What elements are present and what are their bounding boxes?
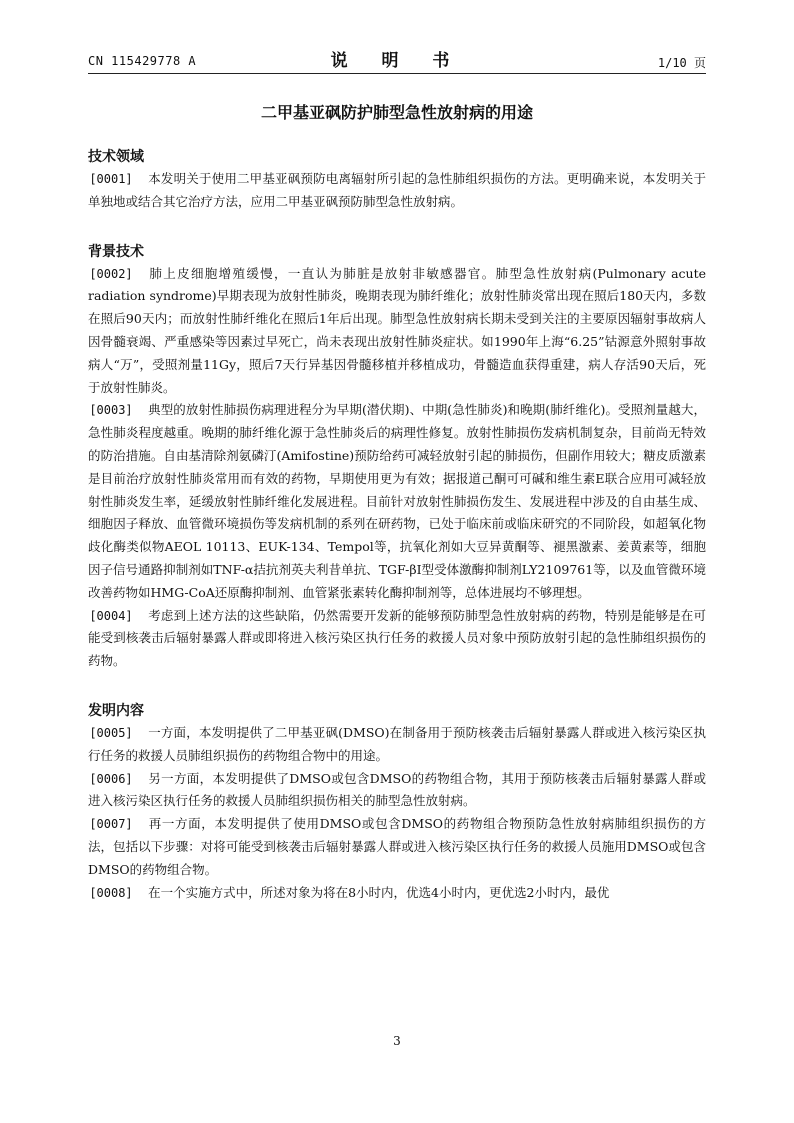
document-body bbox=[88, 146, 706, 904]
paragraph-text: 典型的放射性肺损伤病理进程分为早期(潜伏期)、中期(急性肺炎)和晚期(肺纤维化)。受照剂量越大，急性肺炎程度越重。晚期的肺纤维化源于急性肺炎后的病理性修复。放射性肺损伤发病机制复杂，目前尚无特效的防治措施。自由基清除剂氨磷汀(Amifostine)预防给药可减轻放射引起的肺损伤，但副作用较大；糖皮质激素是目前治疗放射性肺炎常用而有效的药物，早期使用更为有效；据报道己酮可可碱和维生素E联合应用可减轻放射性肺炎发生率，延缓放射性肺纤维化发展进程。目前针对放射性肺损伤发生、发展进程中涉及的自由基生成、细胞因子释放、血管微环境损伤等发病机制的系列在研药物，已处于临床前或临床研究的不同阶段，如超氧化物歧化酶类似物AEOL 10113、EUK-134、Tempol等，抗氧化剂如大豆异黄酮等、褪黑激素、姜黄素等，细胞因子信号通路抑制剂如TNF-α拮抗剂英夫利昔单抗、TGF-βI型受体激酶抑制剂LY2109761等，以及血管微环境改善药物如HMG-CoA还原酶抑制剂、血管紧张素转化酶抑制剂等，总体进展均不够理想。 bbox=[88, 402, 706, 600]
section-heading: 发明内容 bbox=[88, 702, 144, 719]
page-number: 3 bbox=[393, 1034, 401, 1048]
paragraph: [0003] 典型的放射性肺损伤病理进程分为早期(潜伏期)、中期(急性肺炎)和晚期(肺纤维化)。受照剂量越大，急性肺炎程度越重。晚期的肺纤维化源于急性肺炎后的病理性修复。放射性肺损伤发病机制复杂，目前尚无特效的防治措施。自由基清除剂氨磷汀(Amifostine)预防给药可减轻放射引起的肺损伤，但副作用较大；糖皮质激素是目前治疗放射性肺炎常用而有效的药物，早期使用更为有效；据报道己酮可可碱和维生素E联合应用可减轻放射性肺炎发生率，延缓放射性肺纤维化发展进程。目前针对放射性肺损伤发生、发展进程中涉及的自由基生成、细胞因子释放、血管微环境损伤等发病机制的系列在研药物，已处于临床前或临床研究的不同阶段，如超氧化物歧化酶类似物AEOL 10113、EUK-134、Tempol等，抗氧化剂如大豆异黄酮等、褪黑激素、姜黄素等，细胞因子信号通路抑制剂如TNF-α拮抗剂英夫利昔单抗、TGF-βI型受体激酶抑制剂LY2109761等，以及血管微环境改善药物如HMG-CoA还原酶抑制剂、血管紧张素转化酶抑制剂等，总体进展均不够理想。 bbox=[88, 402, 706, 600]
page-header bbox=[88, 46, 706, 70]
paragraph: [0006] 另一方面，本发明提供了DMSO或包含DMSO的药物组合物，其用于预防核袭击后辐射暴露人群或进入核污染区执行任务的救援人员肺组织损伤相关的肺型急性放射病。 bbox=[88, 770, 706, 809]
paragraph: [0001] 本发明关于使用二甲基亚砜预防电离辐射所引起的急性肺组织损伤的方法。更明确来说，本发明关于单独地或结合其它治疗方法，应用二甲基亚砜预防肺型急性放射病。 bbox=[88, 171, 706, 209]
page-count: 1/10 页 bbox=[657, 56, 706, 70]
paragraph: [0008] 在一个实施方式中，所述对象为将在8小时内，优选4小时内，更优选2小时内，最优 bbox=[89, 884, 610, 900]
document-title: 二甲基亚砜防护肺型急性放射病的用途 bbox=[260, 103, 533, 122]
paragraph: [0007] 再一方面，本发明提供了使用DMSO或包含DMSO的药物组合物预防急性放射病肺组织损伤的方法，包括以下步骤：对将可能受到核袭击后辐射暴露人群或进入核污染区执行任务的救援人员施用DMSO或包含DMSO的药物组合物。 bbox=[88, 816, 706, 877]
paragraph-text: 肺上皮细胞增殖缓慢，一直认为肺脏是放射非敏感器官。肺型急性放射病(Pulmonary acute radiation syndrome)早期表现为放射性肺炎，晚期表现为肺纤维化；放射性肺炎常出现在照后180天内，多数在照后90天内；而放射性肺纤维化在照后1年后出现。肺型急性放射病长期未受到关注的主要原因辐射事故病人因骨髓衰竭、严重感染等因素过早死亡，尚未表现出放射性肺炎症状。如1990年上海“6.25”钴源意外照射事故病人“万”，受照剂量11Gy，照后7天行异基因骨髓移植并移植成功，骨髓造血获得重建，病人存活90天后，死于放射性肺炎。 bbox=[88, 265, 706, 395]
paragraph: [0004] 考虑到上述方法的这些缺陷，仍然需要开发新的能够预防肺型急性放射病的药物，特别是能够是在可能受到核袭击后辐射暴露人群或即将进入核污染区执行任务的救援人员对象中预防放射引起的急性肺组织损伤的药物。 bbox=[88, 607, 706, 669]
document-type: 说 明 书 bbox=[330, 51, 464, 71]
paragraph-text: 考虑到上述方法的这些缺陷，仍然需要开发新的能够预防肺型急性放射病的药物，特别是能够是在可能受到核袭击后辐射暴露人群或即将进入核污染区执行任务的救援人员对象中预防放射引起的急性肺组织损伤的药物。 bbox=[88, 607, 706, 669]
paragraph-text: 另一方面，本发明提供了DMSO或包含DMSO的药物组合物，其用于预防核袭击后辐射暴露人群或进入核污染区执行任务的救援人员肺组织损伤相关的肺型急性放射病。 bbox=[88, 770, 706, 809]
paragraph-text: 本发明关于使用二甲基亚砜预防电离辐射所引起的急性肺组织损伤的方法。更明确来说，本发明关于单独地或结合其它治疗方法，应用二甲基亚砜预防肺型急性放射病。 bbox=[88, 171, 706, 209]
paragraph: [0005] 一方面，本发明提供了二甲基亚砜(DMSO)在制备用于预防核袭击后辐射暴露人群或进入核污染区执行任务的救援人员肺组织损伤的药物组合物中的用途。 bbox=[88, 724, 706, 763]
paragraph-text: 再一方面，本发明提供了使用DMSO或包含DMSO的药物组合物预防急性放射病肺组织损伤的方法，包括以下步骤：对将可能受到核袭击后辐射暴露人群或进入核污染区执行任务的救援人员施用DMSO或包含DMSO的药物组合物。 bbox=[88, 816, 706, 877]
header-rule bbox=[88, 73, 706, 74]
paragraph-text: 一方面，本发明提供了二甲基亚砜(DMSO)在制备用于预防核袭击后辐射暴露人群或进入核污染区执行任务的救援人员肺组织损伤的药物组合物中的用途。 bbox=[88, 724, 706, 763]
section-heading: 技术领域 bbox=[88, 149, 144, 165]
section-heading: 背景技术 bbox=[88, 243, 144, 260]
publication-number: CN 115429778 A bbox=[88, 54, 197, 68]
paragraph: [0002] 肺上皮细胞增殖缓慢，一直认为肺脏是放射非敏感器官。肺型急性放射病(Pulmonary acute radiation syndrome)早期表现为放射性肺炎，晚期表现为肺纤维化；放射性肺炎常出现在照后180天内，多数在照后90天内；而放射性肺纤维化在照后1年后出现。肺型急性放射病长期未受到关注的主要原因辐射事故病人因骨髓衰竭、严重感染等因素过早死亡，尚未表现出放射性肺炎症状。如1990年上海“6.25”钴源意外照射事故病人“万”，受照剂量11Gy，照后7天行异基因骨髓移植并移植成功，骨髓造血获得重建，病人存活90天后，死于放射性肺炎。 bbox=[88, 265, 706, 395]
paragraph-text: 在一个实施方式中，所述对象为将在8小时内，优选4小时内，更优选2小时内，最优 bbox=[148, 884, 610, 900]
